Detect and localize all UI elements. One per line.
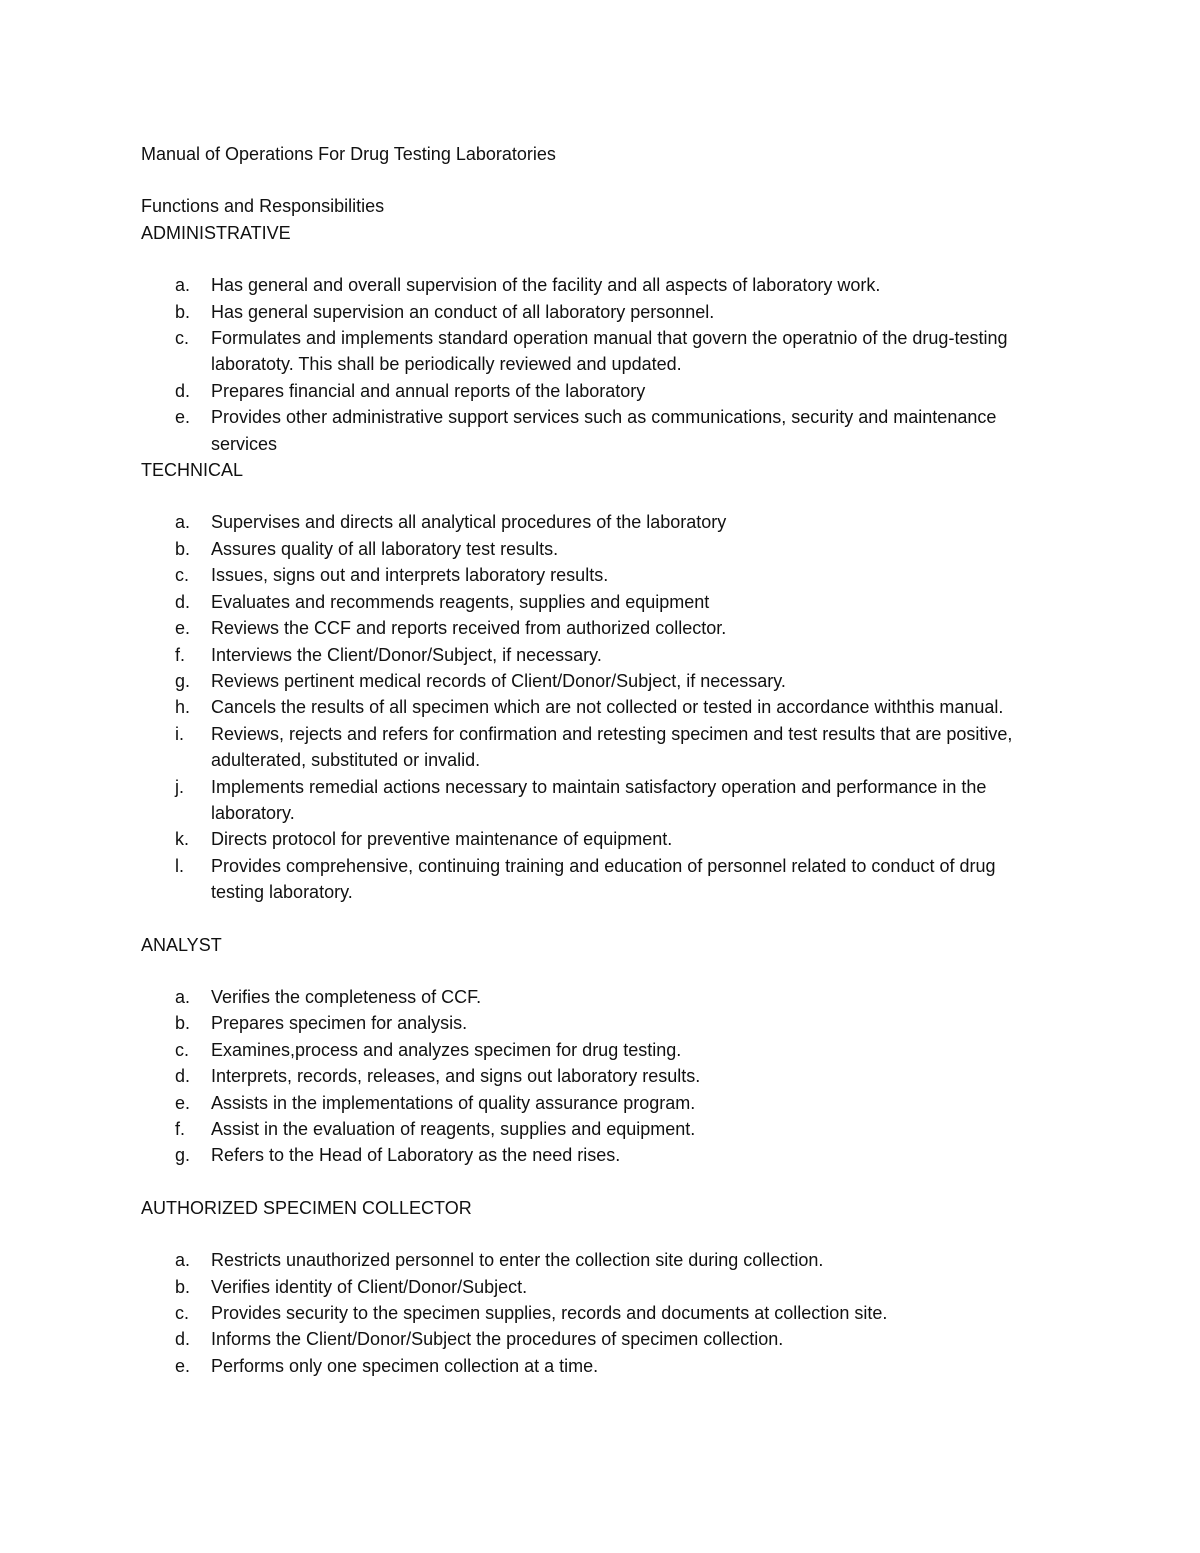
document-subtitle: Functions and Responsibilities bbox=[141, 196, 385, 217]
list-marker: d. bbox=[175, 1066, 191, 1087]
list-marker: b. bbox=[175, 301, 191, 322]
list-item bbox=[141, 1142, 1051, 1168]
list-item bbox=[141, 509, 1051, 535]
spacer bbox=[141, 906, 1051, 932]
section-heading-analyst: ANALYST bbox=[141, 934, 222, 955]
list-item-text: Has general supervision an conduct of all laboratory personnel. bbox=[211, 301, 715, 322]
list-item-text: Reviews the CCF and reports received from authorized collector. bbox=[211, 618, 727, 639]
list-marker: a. bbox=[175, 986, 191, 1007]
spacer bbox=[141, 1169, 1051, 1195]
list-item-text: Assists in the implementations of quality assurance program. bbox=[211, 1092, 696, 1113]
list-item bbox=[141, 589, 1051, 615]
list-item bbox=[141, 853, 1051, 906]
list-item bbox=[141, 1247, 1051, 1273]
list-marker: g. bbox=[175, 670, 191, 691]
list-marker: c. bbox=[175, 565, 190, 586]
list-item-text: Directs protocol for preventive maintenance of equipment. bbox=[211, 829, 673, 850]
list-marker: h. bbox=[175, 697, 191, 718]
analyst-list bbox=[141, 984, 1051, 1169]
list-item bbox=[141, 562, 1051, 588]
list-item-text: Provides other administrative support services such as communications, security and maintenance services bbox=[211, 407, 997, 454]
list-item bbox=[141, 1063, 1051, 1089]
list-item bbox=[141, 1326, 1051, 1352]
list-item bbox=[141, 642, 1051, 668]
list-item-text: Interviews the Client/Donor/Subject, if necessary. bbox=[211, 644, 602, 665]
list-item bbox=[141, 774, 1051, 827]
list-item-text: Interprets, records, releases, and signs out laboratory results. bbox=[211, 1066, 701, 1087]
list-item bbox=[141, 1037, 1051, 1063]
list-marker: f. bbox=[175, 644, 186, 665]
list-marker: g. bbox=[175, 1145, 191, 1166]
list-item-text: Performs only one specimen collection at a time. bbox=[211, 1355, 599, 1376]
list-item bbox=[141, 299, 1051, 325]
list-marker: l. bbox=[175, 855, 184, 876]
list-item-text: Prepares specimen for analysis. bbox=[211, 1013, 468, 1034]
spacer bbox=[141, 483, 1051, 509]
list-marker: e. bbox=[175, 1355, 191, 1376]
list-item bbox=[141, 1090, 1051, 1116]
list-marker: e. bbox=[175, 407, 191, 428]
list-item bbox=[141, 721, 1051, 774]
list-marker: b. bbox=[175, 1013, 191, 1034]
list-item-text: Implements remedial actions necessary to maintain satisfactory operation and performance in the laboratory. bbox=[211, 776, 987, 823]
spacer bbox=[141, 246, 1051, 272]
section-heading-authorized-specimen-collector: AUTHORIZED SPECIMEN COLLECTOR bbox=[141, 1197, 472, 1218]
list-marker: a. bbox=[175, 512, 191, 533]
collector-list bbox=[141, 1247, 1051, 1379]
list-marker: k. bbox=[175, 829, 190, 850]
list-marker: d. bbox=[175, 591, 191, 612]
list-marker: e. bbox=[175, 1092, 191, 1113]
list-item-text: Informs the Client/Donor/Subject the procedures of specimen collection. bbox=[211, 1329, 784, 1350]
list-item bbox=[141, 1010, 1051, 1036]
technical-list bbox=[141, 509, 1051, 905]
list-item-text: Supervises and directs all analytical procedures of the laboratory bbox=[211, 512, 727, 533]
list-item bbox=[141, 1300, 1051, 1326]
list-item-text: Provides security to the specimen supplies, records and documents at collection site. bbox=[211, 1303, 888, 1324]
list-marker: c. bbox=[175, 1303, 190, 1324]
list-marker: b. bbox=[175, 1276, 191, 1297]
list-item bbox=[141, 984, 1051, 1010]
list-item bbox=[141, 1353, 1051, 1379]
list-marker: j. bbox=[175, 776, 184, 797]
list-item-text: Reviews pertinent medical records of Client/Donor/Subject, if necessary. bbox=[211, 670, 786, 691]
list-item-text: Refers to the Head of Laboratory as the need rises. bbox=[211, 1145, 621, 1166]
list-item-text: Examines,process and analyzes specimen for drug testing. bbox=[211, 1039, 682, 1060]
list-item bbox=[141, 1274, 1051, 1300]
list-item-text: Cancels the results of all specimen which are not collected or tested in accordance withthis manual. bbox=[211, 697, 1004, 718]
list-marker: a. bbox=[175, 1250, 191, 1271]
list-item bbox=[141, 668, 1051, 694]
list-item bbox=[141, 378, 1051, 404]
list-item-text: Prepares financial and annual reports of the laboratory bbox=[211, 380, 646, 401]
list-item-text: Restricts unauthorized personnel to enter the collection site during collection. bbox=[211, 1250, 824, 1271]
list-item bbox=[141, 404, 1051, 457]
section-heading-technical: TECHNICAL bbox=[141, 460, 244, 481]
spacer bbox=[141, 1221, 1051, 1247]
list-marker: i. bbox=[175, 723, 184, 744]
list-item-text: Verifies identity of Client/Donor/Subject. bbox=[211, 1276, 528, 1297]
list-item bbox=[141, 1116, 1051, 1142]
list-marker: d. bbox=[175, 380, 191, 401]
list-item bbox=[141, 325, 1051, 378]
list-item-text: Assist in the evaluation of reagents, supplies and equipment. bbox=[211, 1119, 696, 1139]
list-marker: f. bbox=[175, 1119, 186, 1139]
list-item bbox=[141, 694, 1051, 720]
list-item-text: Verifies the completeness of CCF. bbox=[211, 986, 482, 1007]
list-item bbox=[141, 615, 1051, 641]
list-item bbox=[141, 826, 1051, 852]
list-marker: c. bbox=[175, 328, 190, 349]
section-heading-administrative: ADMINISTRATIVE bbox=[141, 222, 291, 243]
spacer bbox=[141, 958, 1051, 984]
list-item-text: Assures quality of all laboratory test results. bbox=[211, 538, 559, 559]
list-item bbox=[141, 536, 1051, 562]
list-item bbox=[141, 272, 1051, 298]
list-marker: c. bbox=[175, 1039, 190, 1060]
list-marker: b. bbox=[175, 538, 191, 559]
document-title: Manual of Operations For Drug Testing Laboratories bbox=[141, 144, 556, 164]
list-marker: d. bbox=[175, 1329, 191, 1350]
list-marker: e. bbox=[175, 618, 191, 639]
list-item-text: Reviews, rejects and refers for confirmation and retesting specimen and test results that are positive, adulterated, substituted or invalid. bbox=[211, 723, 1013, 771]
list-item-text: Has general and overall supervision of the facility and all aspects of laboratory work. bbox=[211, 275, 881, 296]
list-item-text: Formulates and implements standard operation manual that govern the operatnio of the drug-testing laboratoty. This shall be periodically reviewed and updated. bbox=[211, 328, 1008, 375]
list-item-text: Issues, signs out and interprets laboratory results. bbox=[211, 565, 609, 586]
list-item-text: Provides comprehensive, continuing training and education of personnel related to conduct of drug testing laboratory. bbox=[211, 855, 996, 903]
list-item-text: Evaluates and recommends reagents, supplies and equipment bbox=[211, 591, 710, 612]
administrative-list bbox=[141, 272, 1051, 457]
document-page bbox=[141, 141, 1051, 1379]
list-marker: a. bbox=[175, 275, 191, 296]
